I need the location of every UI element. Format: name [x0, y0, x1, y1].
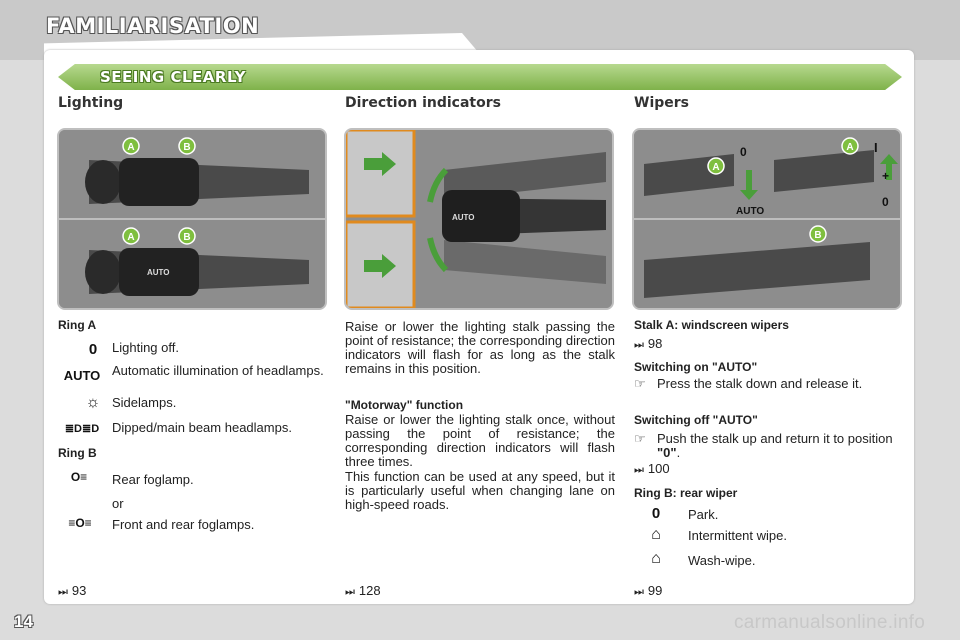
- sidelamps-icon: ☼: [85, 394, 101, 411]
- switching-off-text: Push the stalk up and return it to position "0".: [657, 431, 893, 460]
- badge-b-bottom: B: [183, 232, 191, 243]
- stalk-a-title: Stalk A: windscreen wipers: [634, 318, 789, 332]
- lighting-off-icon: 0: [88, 341, 98, 358]
- intermittent-wipe-text: Intermittent wipe.: [688, 528, 787, 543]
- pointing-hand-icon: ☞: [634, 376, 646, 391]
- intermittent-wipe-icon: ⌂: [651, 526, 661, 543]
- ref-arrow-icon: ⏭: [58, 586, 68, 598]
- switching-on-title: Switching on "AUTO": [634, 360, 758, 374]
- wipers-title: Wipers: [634, 95, 689, 111]
- wiper-pos-zero-right: 0: [882, 195, 889, 209]
- wiper-pos-zero: 0: [740, 145, 747, 159]
- stalk-auto-label: AUTO: [147, 268, 170, 277]
- front-rear-foglamps-icon: ≡O≡: [68, 516, 92, 530]
- direction-para1: Raise or lower the lighting stalk passing the point of resistance; the corresponding direction indicators will flash for as long as the stalk remains in this position.: [345, 319, 615, 376]
- page-header-title: FAMILIARISATION: [46, 14, 260, 38]
- badge-b-top: B: [183, 142, 191, 153]
- watermark: carmanualsonline.info: [734, 612, 926, 633]
- or-text: or: [112, 496, 124, 511]
- auto-text: Automatic illumination of headlamps.: [112, 363, 324, 378]
- ref-arrow-icon: ⏭: [634, 586, 644, 598]
- direction-para3: This function can be used at any speed, but it is particularly useful when changing lane on high-speed roads.: [345, 469, 615, 512]
- wash-wipe-icon: ⌂: [651, 550, 661, 567]
- sidelamps-text: Sidelamps.: [112, 395, 177, 410]
- page-number: 14: [14, 612, 33, 631]
- wiper-pos-auto: AUTO: [736, 206, 765, 217]
- rear-wiper-title: Ring B: rear wiper: [634, 486, 738, 500]
- stalk-a-ref[interactable]: ⏭ 98: [634, 336, 663, 351]
- switching-off-ref[interactable]: ⏭ 100: [634, 461, 670, 476]
- direction-ref[interactable]: ⏭ 128: [345, 583, 381, 598]
- front-rear-foglamps-text: Front and rear foglamps.: [112, 517, 255, 532]
- rear-foglamp-icon: O≡: [70, 470, 88, 484]
- ref-arrow-icon: ⏭: [345, 586, 355, 598]
- wipers-illustration: [632, 128, 902, 310]
- wiper-badge-b: B: [814, 230, 822, 241]
- headlamps-icon: ≣D≣D: [64, 423, 100, 435]
- ring-a-title: Ring A: [58, 318, 97, 332]
- direction-para2: Raise or lower the lighting stalk once, without passing the point of resistance; the corresponding direction indicators will flash three times.: [345, 412, 615, 469]
- motorway-title: "Motorway" function: [345, 398, 464, 412]
- wiper-badge-a-right: A: [846, 142, 854, 153]
- rear-foglamp-text: Rear foglamp.: [112, 472, 194, 487]
- headlamps-text: Dipped/main beam headlamps.: [112, 420, 292, 435]
- lighting-title: Lighting: [58, 95, 124, 111]
- switching-off-title: Switching off "AUTO": [634, 413, 758, 427]
- direction-auto-label: AUTO: [452, 213, 475, 222]
- direction-title: Direction indicators: [345, 95, 501, 111]
- ref-arrow-icon: ⏭: [634, 464, 644, 476]
- ref-arrow-icon: ⏭: [634, 339, 644, 351]
- lighting-ref[interactable]: ⏭ 93: [58, 583, 87, 598]
- ring-b-title: Ring B: [58, 446, 97, 460]
- badge-a-top: A: [127, 142, 135, 153]
- section-title: SEEING CLEARLY: [100, 68, 247, 86]
- auto-icon: AUTO: [63, 368, 101, 383]
- wipers-ref[interactable]: ⏭ 99: [634, 583, 663, 598]
- badge-a-bottom: A: [127, 232, 135, 243]
- lighting-off-text: Lighting off.: [112, 340, 179, 355]
- park-text: Park.: [688, 507, 719, 522]
- position-zero-value: "0": [657, 445, 677, 460]
- wash-wipe-text: Wash-wipe.: [688, 553, 756, 568]
- switching-on-text: Press the stalk down and release it.: [657, 376, 863, 391]
- pointing-hand-icon: ☞: [634, 431, 646, 446]
- wiper-badge-a-left: A: [712, 162, 720, 173]
- direction-illustration: [344, 128, 614, 310]
- lighting-illustration: [57, 128, 327, 310]
- wiper-pos-plus: +: [882, 169, 890, 183]
- park-icon: 0: [651, 505, 661, 522]
- wiper-pos-one: I: [874, 140, 878, 155]
